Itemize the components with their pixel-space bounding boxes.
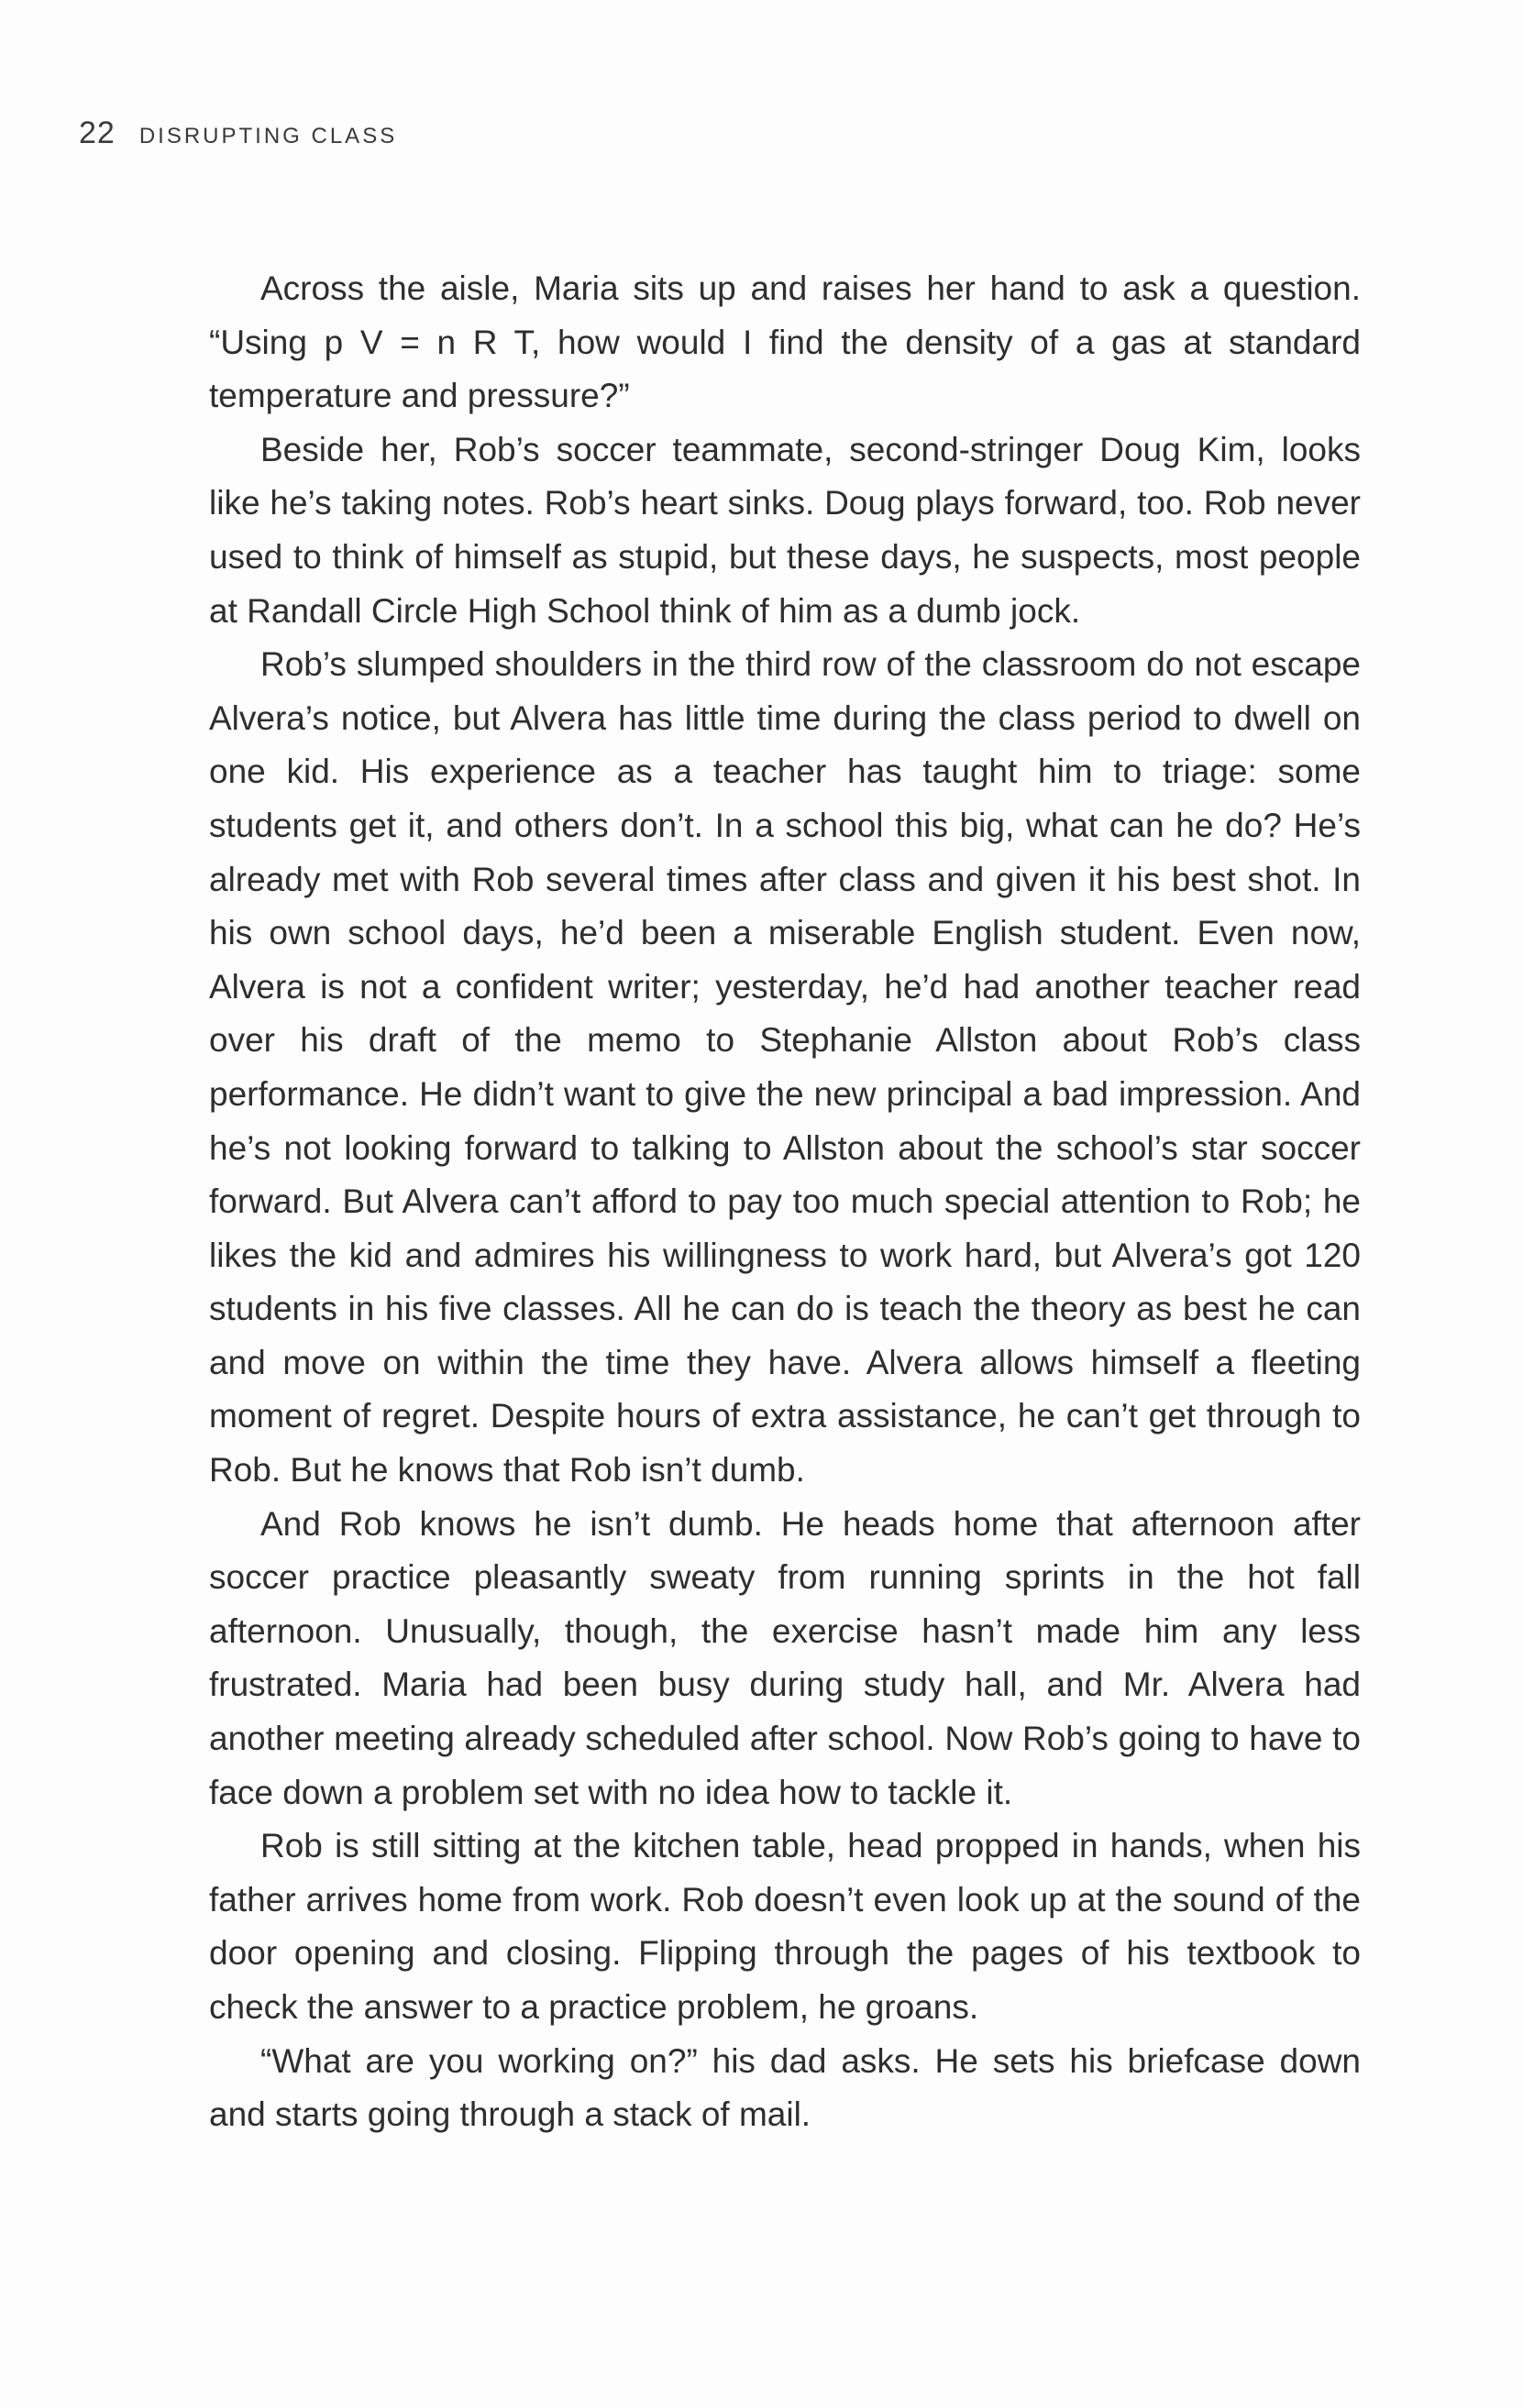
page-number: 22 [79,115,116,150]
book-title: DISRUPTING CLASS [138,124,398,148]
paragraph: And Rob knows he isn’t dumb. He heads home that afternoon after soccer practice pleasantly sweaty from running sprints in the hot fall afternoon. Unusually, though, the exercise hasn’t made him any less frustrated. Maria had been busy during study hall, and Mr. Alvera had another meeting already scheduled after school. Now Rob’s going to have to face down a problem set with no idea how to tackle it. [209,1504,1361,1811]
paragraph: Rob’s slumped shoulders in the third row of the classroom do not escape Alvera’s notice, but Alvera has little time during the class period to dwell on one kid. His experience as a teacher has taught him to triage: some students get it, and others don’t. In a school this big, what can he do? He’s already met with Rob several times after class and given it his best shot. In his own school days, he’d been a miserable English student. Even now, Alvera is not a confident writer; yesterday, he’d had another teacher read over his draft of the memo to Stephanie Allston about Rob’s class performance. He didn’t want to give the new principal a bad impression. And he’s not looking forward to talking to Allston about the school’s star soccer forward. But Alvera can’t afford to pay too much special attention to Rob; he likes the kid and admires his willingness to work hard, but Alvera’s got 120 students in his five classes. All he can do is teach the theory as best he can and move on within the time they have. Alvera allows himself a fleeting moment of regret. Despite hours of extra assistance, he can’t get through to Rob. But he knows that Rob isn’t dumb. [209,645,1361,1490]
paragraph: Rob is still sitting at the kitchen table, head propped in hands, when his father arrives home from work. Rob doesn’t even look up at the sound of the door opening and closing. Flipping through the pages of his textbook to check the answer to a practice problem, he groans. [209,1827,1361,2026]
running-head [79,115,397,151]
paragraph: Across the aisle, Maria sits up and raises her hand to ask a question. “Using p V = n R T, how would I find the density of a gas at standard temperature and pressure?” [209,269,1361,415]
paragraph: “What are you working on?” his dad asks. He sets his briefcase down and starts going through a stack of mail. [209,2041,1361,2134]
paragraph: Beside her, Rob’s soccer teammate, second-stringer Doug Kim, looks like he’s taking notes. Rob’s heart sinks. Doug plays forward, too. Rob never used to think of himself as stupid, but these days, he suspects, most people at Randall Circle High School think of him as a dumb jock. [209,430,1361,630]
body-text [209,262,1361,2142]
